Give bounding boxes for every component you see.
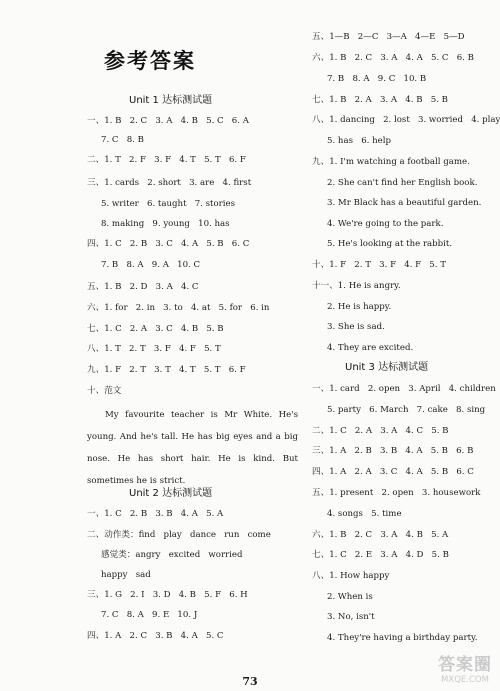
answer-line: happy sad <box>101 570 151 580</box>
answer-line: 五、1—B 2—C 3—A 4—E 5—D <box>312 32 465 42</box>
answer-line: 二、动作类：find play dance run come <box>87 530 271 540</box>
answer-line: 4. We're going to the park. <box>327 219 444 229</box>
answer-line: 一、1. B 2. C 3. A 4. B 5. C 6. A <box>87 116 249 126</box>
page-number: 73 <box>242 675 258 688</box>
answer-line: 九、1. I'm watching a football game. <box>312 157 470 167</box>
answer-line: 八、1. T 2. T 3. F 4. F 5. T <box>87 344 221 354</box>
answer-line: 七、1. C 2. A 3. C 4. B 5. B <box>87 324 224 334</box>
answer-line: 4. They're having a birthday party. <box>327 633 478 643</box>
answer-line: 2. When is <box>327 592 373 602</box>
answer-line: 五、1. present 2. open 3. housework <box>312 488 481 498</box>
answer-line: 7. C 8. A 9. E 10. J <box>101 610 198 620</box>
answer-line: 四、1. C 2. B 3. C 4. A 5. B 6. C <box>87 239 250 249</box>
answer-line: 一、1. C 2. B 3. B 4. A 5. A <box>87 509 224 519</box>
answer-line: 八、1. How happy <box>312 571 390 581</box>
watermark <box>434 655 496 689</box>
answer-line: 5. has 6. help <box>327 136 391 146</box>
answer-line: 四、1. A 2. A 3. C 4. A 5. B 6. C <box>312 467 474 477</box>
unit-1-title: Unit 1 达标测试题 <box>129 95 213 106</box>
unit-2-title: Unit 2 达标测试题 <box>129 488 213 499</box>
answer-line: 7. C 8. B <box>101 135 144 145</box>
answer-line: 二、1. T 2. F 3. F 4. T 5. T 6. F <box>87 155 246 165</box>
answer-line: 四、1. A 2. C 3. B 4. A 5. C <box>87 631 224 641</box>
answer-line: 4. songs 5. time <box>327 509 402 519</box>
answer-line: 三、1. A 2. B 3. B 4. A 5. B 6. B <box>312 446 474 456</box>
answer-line: 三、1. cards 2. short 3. are 4. first <box>87 178 252 188</box>
right-column <box>300 0 500 691</box>
answer-line: 八、1. dancing 2. lost 3. worried 4. play <box>312 115 500 125</box>
watermark-top: 答案圈 <box>438 655 492 675</box>
answer-line: 七、1. C 2. E 3. A 4. D 5. B <box>312 550 449 560</box>
answer-line: 九、1. F 2. T 3. T 4. T 5. T 6. F <box>87 365 246 375</box>
answer-line: 六、1. B 2. C 3. A 4. B 5. A <box>312 530 449 540</box>
answer-line: 一、1. card 2. open 3. April 4. children <box>312 384 496 394</box>
answer-line: 3. Mr Black has a beautiful garden. <box>327 198 482 208</box>
unit-3-title: Unit 3 达标测试题 <box>345 362 429 373</box>
watermark-bottom: MXQE.COM <box>441 675 489 685</box>
answer-line: 感觉类：angry excited worried <box>101 550 243 560</box>
answer-line: 十、1. F 2. T 3. F 4. F 5. T <box>312 260 446 270</box>
answer-line: 六、1. for 2. in 3. to 4. at 5. for 6. in <box>87 303 270 313</box>
answer-line: 二、1. C 2. A 3. A 4. C 5. B <box>312 426 449 436</box>
answer-line: 2. She can't find her English book. <box>327 178 478 188</box>
answer-line: 5. party 6. March 7. cake 8. sing <box>327 405 486 415</box>
answer-line: 8. making 9. young 10. has <box>101 219 230 229</box>
answer-line: 5. writer 6. taught 7. stories <box>101 199 236 209</box>
answer-line: 7. B 8. A 9. A 10. C <box>101 260 201 270</box>
page-title: 参考答案 <box>104 49 196 73</box>
answer-line: 三、1. G 2. I 3. D 4. B 5. F 6. H <box>87 590 248 600</box>
answer-line: 七、1. B 2. A 3. A 4. B 5. B <box>312 95 448 105</box>
answer-line: 3. No, isn't <box>327 612 375 622</box>
model-essay: My favourite teacher is Mr White. He's young. And he's tall. He has big eyes and a big nose. He has short hair. He is kind. But sometimes he is strict. <box>87 410 298 486</box>
answer-line: 2. He is happy. <box>327 302 392 312</box>
answer-line: 4. They are excited. <box>327 343 414 353</box>
answer-line: 五、1. B 2. D 3. A 4. C <box>87 282 199 292</box>
answer-line: 十一、1. He is angry. <box>312 281 401 291</box>
answer-line: 7. B 8. A 9. C 10. B <box>327 74 427 84</box>
answer-line: 5. He's looking at the rabbit. <box>327 239 453 249</box>
answer-line: 六、1. B 2. C 3. A 4. A 5. C 6. B <box>312 53 474 63</box>
answer-line: 十、范文 <box>87 386 122 396</box>
answer-line: 3. She is sad. <box>327 322 385 332</box>
